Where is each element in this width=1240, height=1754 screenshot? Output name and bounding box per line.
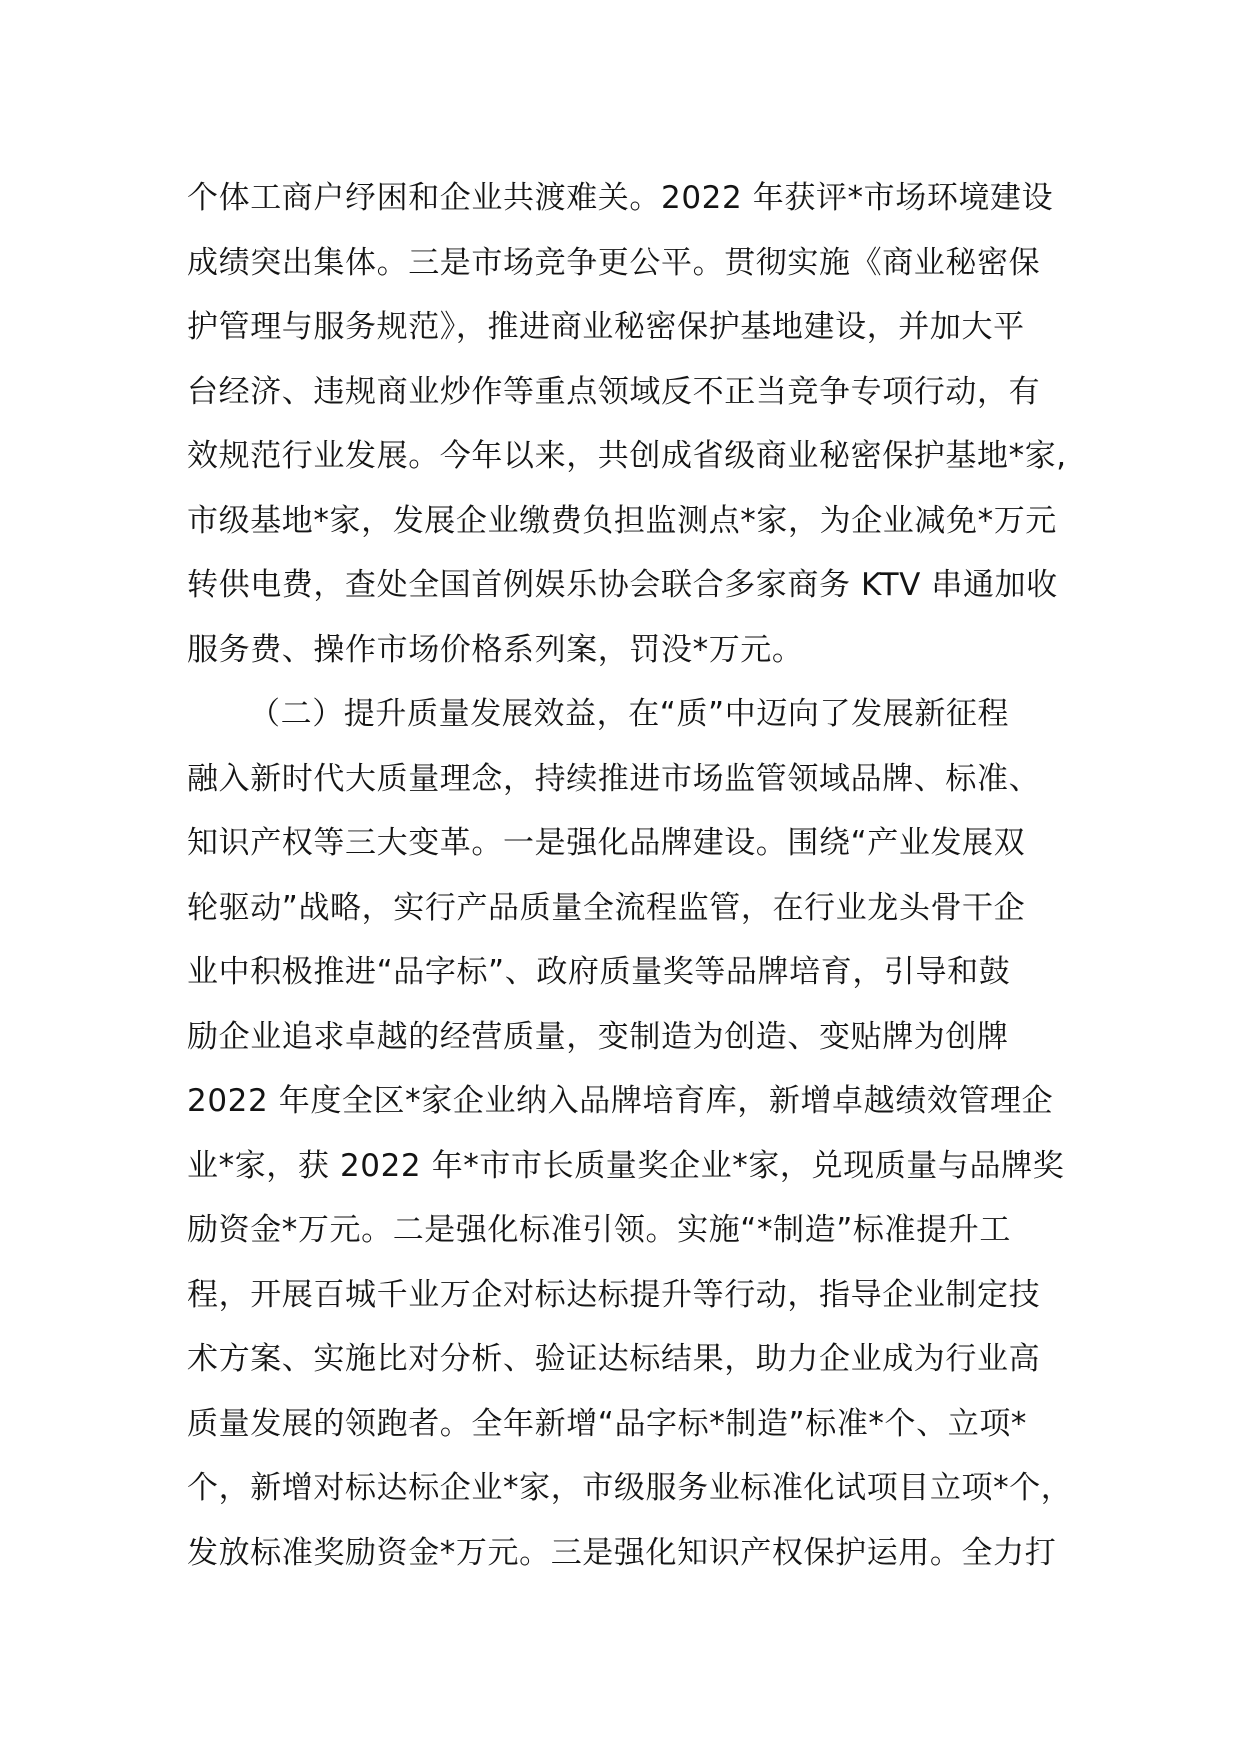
text-line: 业中积极推进“品字标”、政府质量奖等品牌培育，引导和鼓 — [187, 954, 1011, 990]
text-line: 效规范行业发展。今年以来，共创成省级商业秘密保护基地*家, — [187, 438, 1067, 474]
text-line: 2022 年度全区*家企业纳入品牌培育库，新增卓越绩效管理企 — [187, 1083, 1054, 1119]
text-line: 融入新时代大质量理念，持续推进市场监管领域品牌、标准、 — [187, 760, 1041, 797]
text-line: 成绩突出集体。三是市场竞争更公平。贯彻实施《商业秘密保 — [187, 244, 1041, 281]
text-line: 励企业追求卓越的经营质量，变制造为创造、变贴牌为创牌 — [187, 1018, 1009, 1055]
text-line: 台经济、违规商业炒作等重点领域反不正当竞争专项行动，有 — [187, 373, 1041, 410]
text-line: 市级基地*家，发展企业缴费负担监测点*家，为企业减免*万元 — [187, 502, 1057, 539]
body-text — [187, 166, 1073, 1585]
text-line: 质量发展的领跑者。全年新增“品字标*制造”标准*个、立项* — [187, 1405, 1028, 1442]
text-line: 发放标准奖励资金*万元。三是强化知识产权保护运用。全力打 — [187, 1534, 1057, 1571]
text-line: 励资金*万元。二是强化标准引领。实施“*制造”标准提升工 — [187, 1212, 1011, 1248]
text-line: 个体工商户纾困和企业共渡难关。2022 年获评*市场环境建设 — [187, 180, 1054, 216]
text-line: 个，新增对标达标企业*家，市级服务业标准化试项目立项*个， — [187, 1470, 1073, 1506]
text-line: 术方案、实施比对分析、验证达标结果，助力企业成为行业高 — [187, 1341, 1041, 1377]
section-heading: （二）提升质量发展效益，在“质”中迈向了发展新征程 — [249, 696, 1010, 732]
text-line: 知识产权等三大变革。一是强化品牌建设。围绕“产业发展双 — [187, 825, 1026, 861]
text-line: 护管理与服务规范》，推进商业秘密保护基地建设，并加大平 — [187, 309, 1025, 345]
text-line: 转供电费，查处全国首例娱乐协会联合多家商务 KTV 串通加收 — [187, 567, 1058, 603]
text-line: 业*家，获 2022 年*市市长质量奖企业*家，兑现质量与品牌奖 — [187, 1147, 1065, 1184]
text-line: 程，开展百城千业万企对标达标提升等行动，指导企业制定技 — [187, 1276, 1041, 1313]
text-line: 轮驱动”战略，实行产品质量全流程监管，在行业龙头骨干企 — [187, 889, 1026, 926]
text-line: 服务费、操作市场价格系列案，罚没*万元。 — [187, 631, 804, 668]
